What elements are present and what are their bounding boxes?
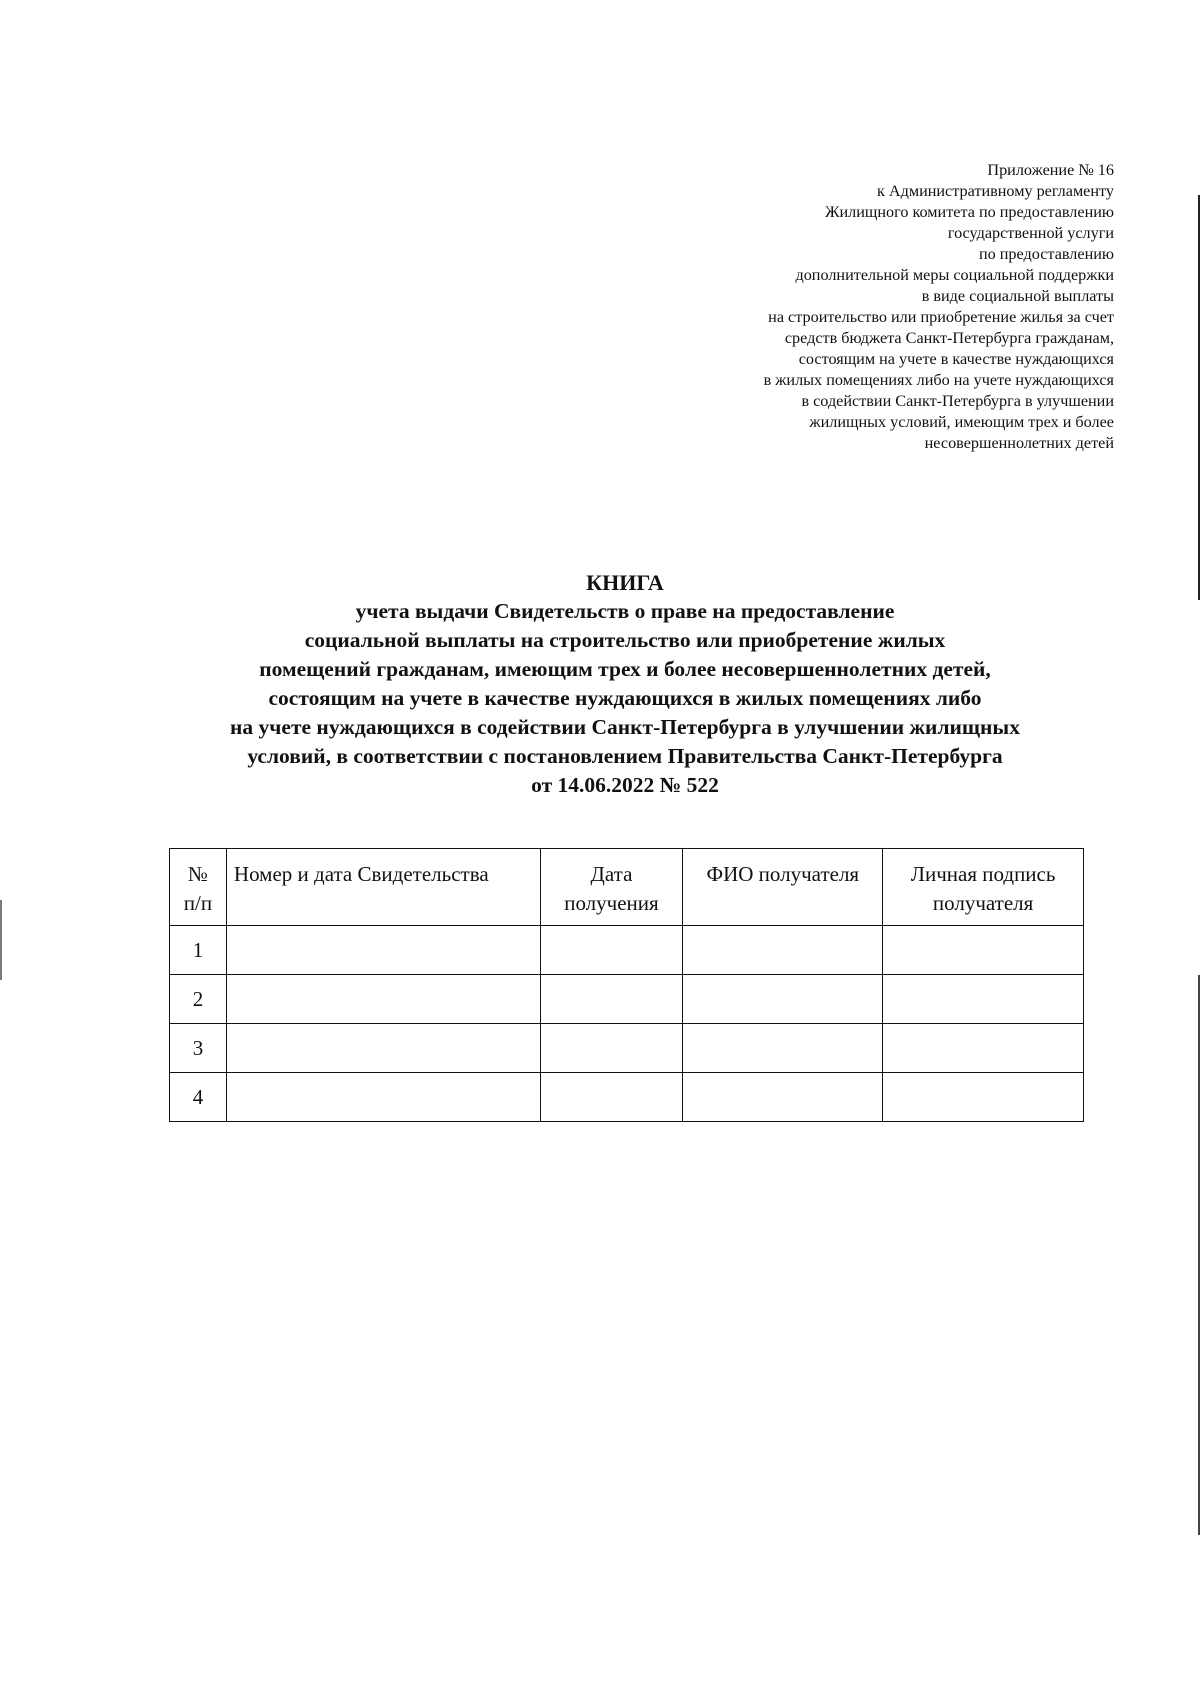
appendix-line: в виде социальной выплаты [921,287,1114,305]
table-row [170,926,1084,975]
header-recipient: ФИО получателя [683,849,883,926]
header-number [170,849,227,926]
title-line: учета выдачи Свидетельств о праве на предоставление [355,599,895,623]
appendix-line: Приложение № 16 [987,161,1114,179]
row-number: 4 [170,1073,227,1122]
cell-signature [883,926,1084,975]
cell-signature [883,1024,1084,1073]
header-number-line2: п/п [183,891,213,915]
cell-certificate [226,1073,540,1122]
header-date [540,849,683,926]
document-title [150,568,1100,800]
appendix-line: в жилых помещениях либо на учете нуждающихся [763,371,1114,389]
header-signature [883,849,1084,926]
cell-recipient [683,1073,883,1122]
title-line: от 14.06.2022 № 522 [531,773,719,797]
table-row [170,1024,1084,1073]
appendix-line: жилищных условий, имеющим трех и более [809,413,1114,431]
table-row [170,1073,1084,1122]
appendix-line: в содействии Санкт-Петербурга в улучшении [801,392,1114,410]
appendix-line: средств бюджета Санкт-Петербурга гражданам, [784,329,1114,347]
cell-date [540,1024,683,1073]
title-line: состоящим на учете в качестве нуждающихся в жилых помещениях либо [268,686,982,710]
cell-date [540,926,683,975]
cell-signature [883,975,1084,1024]
header-date-line1: Дата [590,862,633,886]
cell-date [540,1073,683,1122]
row-number: 1 [170,926,227,975]
appendix-line: по предоставлению [978,245,1114,263]
header-certificate: Номер и дата Свидетельства [226,849,540,926]
appendix-reference [694,160,1114,454]
cell-certificate [226,975,540,1024]
table-header-row [170,849,1084,926]
title-heading: КНИГА [586,570,664,595]
row-number: 2 [170,975,227,1024]
scan-edge-mark [0,900,2,980]
appendix-line: состоящим на учете в качестве нуждающихся [798,350,1114,368]
header-signature-line2: получателя [932,891,1034,915]
title-line: социальной выплаты на строительство или приобретение жилых [304,628,946,652]
title-line: помещений гражданам, имеющим трех и более несовершеннолетних детей, [259,657,991,681]
register-table [169,848,1084,1122]
cell-recipient [683,1024,883,1073]
cell-certificate [226,926,540,975]
title-line: условий, в соответствии с постановлением Правительства Санкт-Петербурга [247,744,1003,768]
appendix-line: несовершеннолетних детей [924,434,1114,452]
cell-recipient [683,975,883,1024]
appendix-line: к Административному регламенту [876,182,1114,200]
cell-certificate [226,1024,540,1073]
header-number-line1: № [187,862,208,886]
row-number: 3 [170,1024,227,1073]
appendix-line: Жилищного комитета по предоставлению [824,203,1114,221]
appendix-line: государственной услуги [947,224,1114,242]
table-row [170,975,1084,1024]
appendix-line: на строительство или приобретение жилья за счет [768,308,1114,326]
cell-recipient [683,926,883,975]
cell-date [540,975,683,1024]
header-signature-line1: Личная подпись [910,862,1056,886]
cell-signature [883,1073,1084,1122]
appendix-line: дополнительной меры социальной поддержки [795,266,1114,284]
header-date-line2: получения [564,891,659,915]
title-line: на учете нуждающихся в содействии Санкт-Петербурга в улучшении жилищных [230,715,1020,739]
